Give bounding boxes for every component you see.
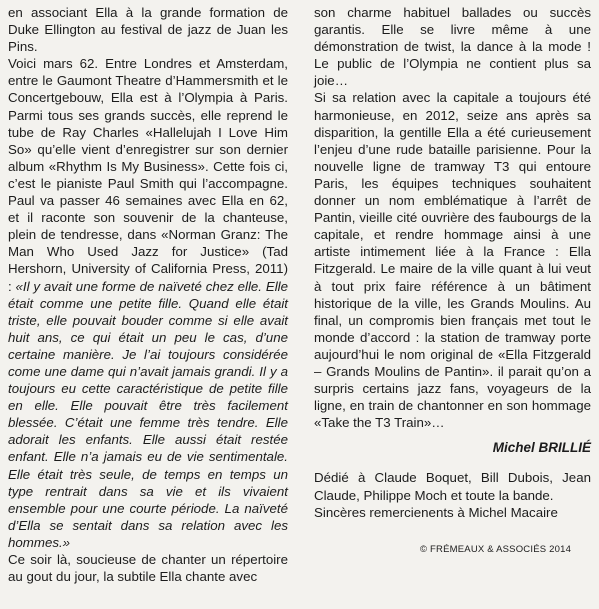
paragraph-repertoire: Ce soir là, soucieuse de chanter un répertoire au gout du jour, la subtile Ella chante avec [8,552,288,585]
paragraph-tramway: Si sa relation avec la capitale a toujours été harmonieuse, en 2012, seize ans après sa disparition, la gentille Ella a été curieusement l’enjeu d’une rude bataille parisienne. Pour la nouvelle ligne de tramway T3 qui entoure Paris, les équipes techniques souhaitent donner un nom emblématique à l’arrêt de Pantin, vieille cité ouvrière des faubourgs de la capitale, et rendre hommage ainsi à une artiste intimement liée à la France : Ella Fitzgerald. Le maire de la ville quant à lui veut à tout prix faire référence à un bâtiment historique de la ville, les Grands Moulins. Au final, un compromis bien français met tout le monde d’accord : la station de tramway porte aujourd’hui le nom original de «Ella Fitzgerald – Grands Moulins de Pantin». il parait qu’on a surpris certains jazz fans, voyageurs de la ligne, en train de chantonner en son hommage «Take the T3 Train»… [314,90,591,431]
author-signature: Michel BRILLIÉ [492,440,591,456]
dedication: Dédié à Claude Boquet, Bill Dubois, Jean Claude, Philippe Moch et toute la bande. [314,470,591,503]
paragraph-olympia-1962 [8,55,288,551]
acknowledgement: Sincères remercienents à Michel Macaire [314,504,558,520]
paragraph-olympia-text: Voici mars 62. Entre Londres et Amsterdam, entre le Gaumont Theatre d’Hammersmith et le Concertgebouw, Ella est à l’Olympia à Paris. Parmi tous ses grands succès, elle reprend le tube de Ray Charles «Hallelujah I Love Him So» qu’elle vient d’enregistrer sur son dernier album «Rhythm Is My Business». Cette fois ci, c’est le pianiste Paul Smith qui l’accompagne. Paul va passer 46 semaines avec Ella en 62, et il raconte son souvenir de la chanteuse, plein de tendresse, dans «Norman Granz: The Man Who Used Jazz for Justice» (Tad Hershorn, University of California Press, 2011) : [8,56,288,294]
paragraph-juan-les-pins: en associant Ella à la grande formation de Duke Ellington au festival de jazz de Juan les Pins. [8,5,288,55]
copyright-notice: © FRÉMEAUX & ASSOCIÉS 2014 [420,544,572,555]
right-column [314,4,591,521]
paragraph-twist: son charme habituel ballades ou succès garantis. Elle se livre même à une démonstration de twist, la dance à la mode ! Le public de l’Olympia ne contient plus sa joie… [314,5,591,89]
paul-smith-quote: «Il y avait une forme de naïveté chez elle. Elle était comme une petite fille. Quand elle était triste, elle pouvait bouder comme si elle avait huit ans, ce qui était un peu le cas, d’une certaine manière. Je l’ai toujours considérée come une dame qui n’avait jamais grandi. Il y a toujours eu cette caractéristique de petite fille en elle. Elle pouvait être très facilement blessée. C’était une femme très tendre. Elle adorait les enfants. Elle aussi était restée enfant. Elle n’a jamais eu de vie sentimentale. Elle était très seule, de temps en temps un type rentrait dans sa vie et ils vivaient ensemble pour une courte période. La naïveté d’Ella se sentait dans sa relation avec les hommes.» [8,278,289,550]
left-column [8,4,288,585]
